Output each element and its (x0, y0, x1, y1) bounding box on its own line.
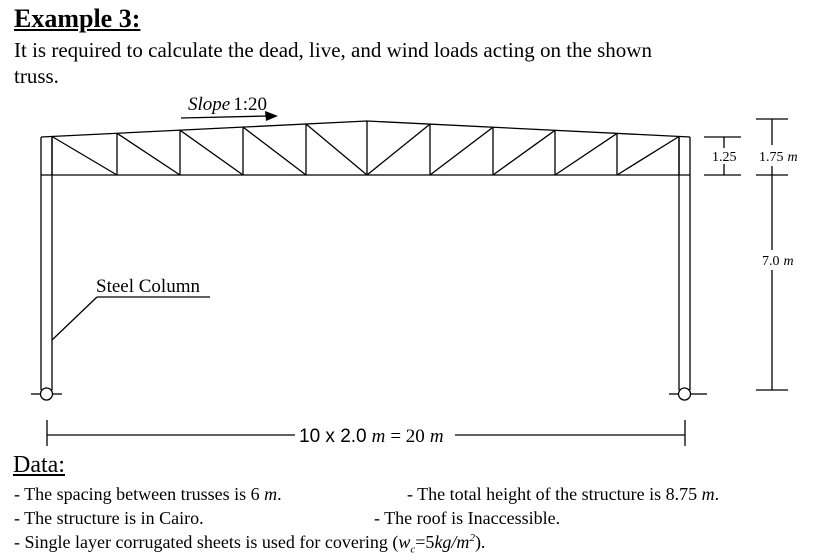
note-end: ). (474, 532, 486, 552)
dim-truss-depth-value: 1.25 (712, 150, 737, 165)
dim-column-value: 7.0 (762, 254, 780, 269)
note-unit: m (701, 484, 715, 504)
column-leader-line (52, 297, 97, 340)
truss-verticals (52, 121, 679, 175)
note-equals: =5 (415, 532, 435, 552)
slope-word: Slope (188, 94, 231, 115)
note-superscript: 2 (469, 532, 475, 544)
dim-column-unit: m (783, 254, 794, 269)
slope-label (188, 94, 267, 115)
note-text: - Single layer corrugated sheets is used for covering ( (14, 532, 399, 552)
note-total-height (407, 484, 719, 505)
note-unit-kg: kg/m (434, 532, 470, 552)
steel-column-label: Steel Column (96, 276, 200, 297)
span-label (299, 426, 444, 447)
note-roof (374, 508, 560, 529)
note-text: - The structure is in Cairo. (14, 508, 204, 528)
dim-top-label (759, 150, 798, 165)
truss-top-chord (41, 121, 690, 137)
slope-ratio: 1:20 (233, 94, 267, 115)
dim-top-unit: m (787, 150, 798, 165)
span-unit-1: m (371, 426, 386, 447)
example-title: Example 3: (14, 4, 141, 33)
right-pin-support (669, 388, 707, 400)
left-pin-support (31, 388, 62, 400)
note-location (14, 508, 204, 529)
slope-arrow-shaft (181, 116, 268, 118)
note-covering (14, 532, 485, 556)
intro-text-line-1: It is required to calculate the dead, live, and wind loads acting on the shown (14, 38, 652, 62)
span-prefix: 10 x 2.0 (299, 426, 367, 447)
dim-top-value: 1.75 (759, 150, 784, 165)
note-text: - The total height of the structure is 8.75 (407, 484, 702, 504)
intro-text-line-2: truss. (14, 64, 59, 88)
dim-column-label (762, 254, 794, 269)
note-subscript-c: c (410, 543, 416, 556)
note-unit: m (264, 484, 278, 504)
data-heading: Data: (13, 452, 65, 478)
span-equals: = 20 (390, 426, 425, 447)
note-spacing (14, 484, 282, 505)
note-text: - The spacing between trusses is 6 (14, 484, 265, 504)
note-symbol-w: w (398, 532, 411, 552)
note-end: . (714, 484, 720, 504)
note-text: - The roof is Inaccessible. (374, 508, 561, 528)
span-unit-2: m (429, 426, 444, 447)
note-end: . (277, 484, 282, 504)
